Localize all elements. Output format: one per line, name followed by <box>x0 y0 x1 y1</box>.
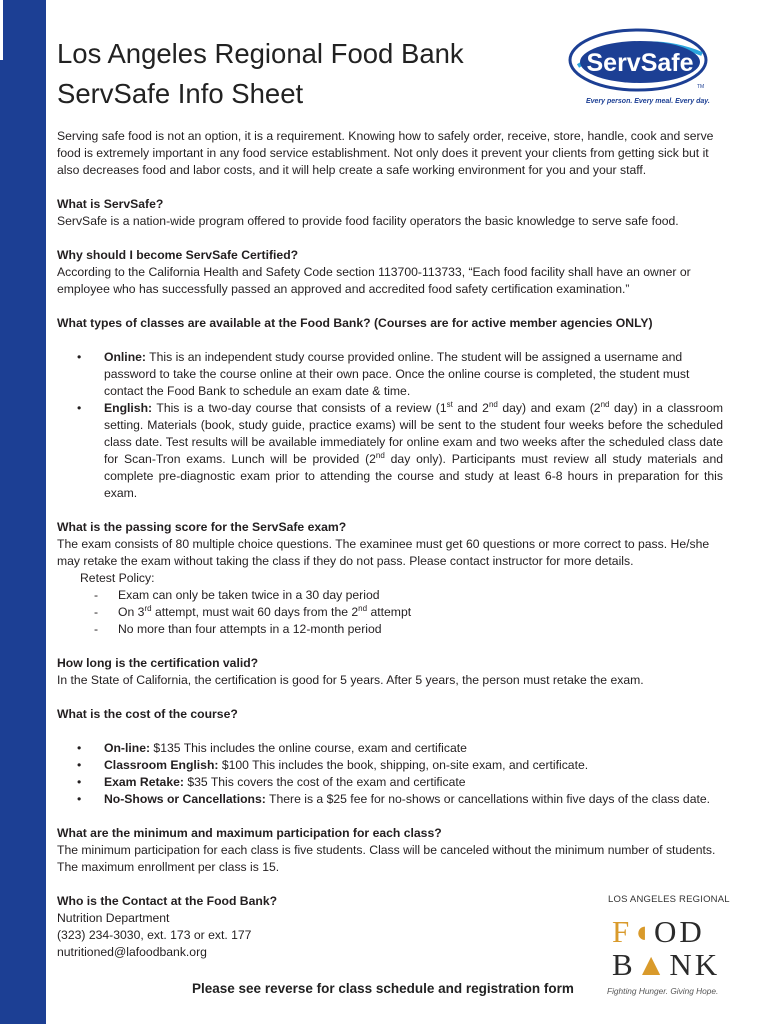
why-answer: According to the California Health and Safety Code section 113700-113733, “Each food facility shall have an owner or employee who has successfully passed an approved and accredited food safety certification examination.” <box>57 265 691 296</box>
english-text: This is a two-day course that consists of a review (1 <box>156 401 447 415</box>
participation-answer: The minimum participation for each class is five students. Class will be canceled without the minimum number of students. The maximum enrollment per class is 15. <box>57 843 716 874</box>
logo-letters: OD <box>653 914 705 949</box>
sidebar-notch <box>0 0 3 60</box>
logo-bowl-icon: ◖ <box>632 914 654 949</box>
rule-text: attempt, must wait 60 days from the 2 <box>151 605 359 619</box>
ordinal: st <box>446 399 453 409</box>
contact-email: nutritioned@lafoodbank.org <box>57 945 207 959</box>
online-text: This is an independent study course provided online. The student will be assigned a username and password to take the course online at their own pace. Once the online course is completed, the student must contact the Food Bank to schedule an exam date & time. <box>104 350 690 398</box>
list-item <box>57 774 723 791</box>
english-text: day) in a classroom setting. Materials (book, study guide, practice exams) will be sent to the student four weeks before the scheduled class date. Test results will be available immediately for online exam and two weeks after the scheduled class date for Scan-Tron exams. Lunch will be provided (2 <box>104 401 723 466</box>
ordinal: rd <box>144 603 152 613</box>
logo-letters: NK <box>669 947 721 982</box>
food-bank-tagline: Fighting Hunger. Giving Hope. <box>607 986 719 996</box>
title-line-2: ServSafe Info Sheet <box>57 78 304 109</box>
servsafe-tagline: Every person. Every meal. Every day. <box>586 98 710 105</box>
participation-question: What are the minimum and maximum participation for each class? <box>57 826 442 840</box>
cost-label: On-line: <box>104 741 151 755</box>
logo-letter: F <box>612 914 633 949</box>
online-label: Online: <box>104 350 146 364</box>
page-title <box>57 34 464 114</box>
ordinal: nd <box>600 399 610 409</box>
food-bank-logo-top: LOS ANGELES REGIONAL <box>608 894 730 905</box>
cost-label: Classroom English: <box>104 758 219 772</box>
food-bank-logo-row-1 <box>612 916 705 947</box>
logo-letter: B <box>612 947 636 982</box>
list-item <box>57 791 723 808</box>
passing-answer: The exam consists of 80 multiple choice questions. The examinee must get 60 questions or more correct to pass. He/she may retake the exam without taking the class if they do not pass. Please contact instructor for more details. <box>57 537 710 568</box>
contact-department: Nutrition Department <box>57 911 170 925</box>
classes-question: What types of classes are available at the Food Bank? (Courses are for active member agencies ONLY) <box>57 316 653 330</box>
ordinal: nd <box>358 603 368 613</box>
ordinal: nd <box>375 450 385 460</box>
why-question: Why should I become ServSafe Certified? <box>57 248 299 262</box>
what-answer: ServSafe is a nation-wide program offered to provide food facility operators the basic knowledge to serve safe food. <box>57 214 679 228</box>
english-text: and 2 <box>452 401 489 415</box>
retest-rule-2 <box>57 604 723 621</box>
sidebar-band <box>0 0 46 1024</box>
cost-text: There is a $25 fee for no-shows or cancellations within five days of the class date. <box>265 792 711 806</box>
list-item <box>57 757 723 774</box>
rule-text: On 3 <box>118 605 145 619</box>
list-item <box>57 349 723 400</box>
passing-question: What is the passing score for the ServSafe exam? <box>57 520 347 534</box>
title-line-1: Los Angeles Regional Food Bank <box>57 38 464 69</box>
english-text: day) and exam (2 <box>497 401 601 415</box>
intro-paragraph: Serving safe food is not an option, it is a requirement. Knowing how to safely order, receive, store, handle, cook and serve food is extremely important in any food service establishment. Not only does it prevent your clients from getting sick but it also decreases food and labor costs, and it will help create a safe working environment for you and your staff. <box>57 129 714 177</box>
rule-text: attempt <box>367 605 412 619</box>
english-text: day only). Participants must review all study materials and complete pre-diagnostic exam prior to attending the course and study at least 6-8 hours in preparation for this exam. <box>104 452 723 500</box>
list-item <box>57 400 723 502</box>
retest-label: Retest Policy: <box>80 571 155 585</box>
cost-label: Exam Retake: <box>104 775 184 789</box>
cost-text: $135 This includes the online course, exam and certificate <box>150 741 467 755</box>
contact-phone: (323) 234-3030, ext. 173 or ext. 177 <box>57 928 252 942</box>
servsafe-logo-text: ServSafe <box>586 49 694 77</box>
cost-list <box>57 740 723 808</box>
servsafe-logo-tm: TM <box>697 84 705 90</box>
info-body <box>57 128 723 961</box>
cost-label: No-Shows or Cancellations: <box>104 792 266 806</box>
cost-question: What is the cost of the course? <box>57 707 238 721</box>
cost-text: $100 This includes the book, shipping, on-site exam, and certificate. <box>218 758 589 772</box>
validity-answer: In the State of California, the certification is good for 5 years. After 5 years, the person must retake the exam. <box>57 673 644 687</box>
retest-rule-3: - No more than four attempts in a 12-month period <box>57 621 723 638</box>
class-types-list <box>57 349 723 502</box>
retest-rule-1: - Exam can only be taken twice in a 30 day period <box>57 587 723 604</box>
food-bank-logo-row-2 <box>612 949 720 980</box>
contact-question: Who is the Contact at the Food Bank? <box>57 894 278 908</box>
logo-wheat-icon: ▲ <box>635 947 670 982</box>
ordinal: nd <box>488 399 498 409</box>
list-item <box>57 740 723 757</box>
footer-note: Please see reverse for class schedule and registration form <box>192 981 574 996</box>
validity-question: How long is the certification valid? <box>57 656 259 670</box>
what-question: What is ServSafe? <box>57 197 164 211</box>
english-label: English: <box>104 401 153 415</box>
cost-text: $35 This covers the cost of the exam and certificate <box>183 775 466 789</box>
food-bank-logo <box>608 894 736 1004</box>
